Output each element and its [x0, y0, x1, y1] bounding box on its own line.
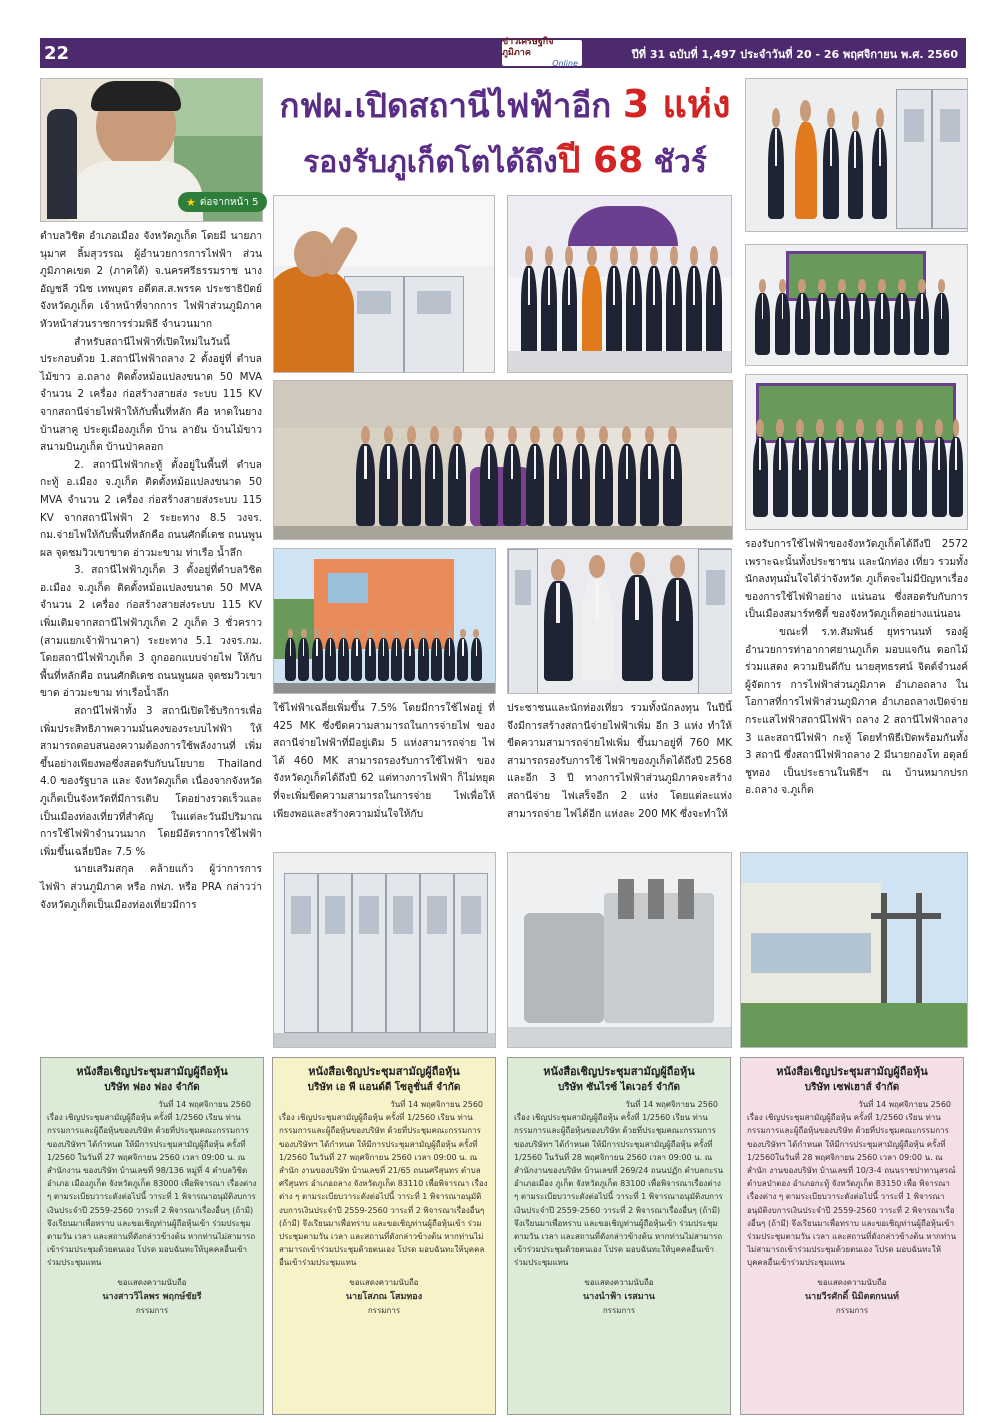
- shareholder-notice-3: [507, 1057, 731, 1415]
- issue-info: ปีที่ 31 ฉบับที่ 1,497 ประจำวันที่ 20 - 26 พฤศจิกายน พ.ศ. 2560: [631, 48, 958, 61]
- notice-role: กรรมการ: [135, 1305, 169, 1315]
- notice-body: เรื่อง เชิญประชุมสามัญผู้ถือหุ้น ครั้งที่ 1/2560 เรียน ท่านกรรมการและผู้ถือหุ้นของบริษัท ด้วยที่ประชุมคณะกรรมการของบริษัทฯ ได้กำหนด ให้มีการประชุมสามัญผู้ถือหุ้น ครั้งที่ 1/2560 ในวันที่ 28 พฤศจิกายน 2560 เวลา 09:00 น. ณ สำนักงานของบริษัท บ้านเลขที่ 269/24 ถนนปฏัก ตำบลกะรน อำเภอเมือง ภูเก็ต จังหวัดภูเก็ต 83100 เพื่อพิจารณาเรื่องต่าง ๆ ตามระเบียบวาระดังต่อไปนี้ วาระที่ 1 พิจารณาอนุมัติงบการเงินประจำปี 2559-2560 วาระที่ 2 พิจารณาเรื่องอื่นๆ (ถ้ามี) จึงเรียนมาเพื่อทราบ และขอเชิญท่านผู้ถือหุ้นเข้า ร่วมประชุมตามวัน เวลา และสถานที่ดังกล่าวข้างต้น หากท่านไม่สามารถเข้าร่วมประชุมด้วยตนเอง โปรด มอบฉันทะให้บุคคลอื่นเข้าร่วมประชุมแทน: [514, 1113, 724, 1268]
- photo-substation-outdoor: [740, 852, 968, 1048]
- notice-signer: นายวีรศักดิ์ นิมิตตกนนท์: [805, 1291, 899, 1302]
- notice-role: กรรมการ: [835, 1305, 869, 1315]
- notice-body: เรื่อง เชิญประชุมสามัญผู้ถือหุ้น ครั้งที่ 1/2560 เรียน ท่านกรรมการและผู้ถือหุ้นของบริษัท ด้วยที่ประชุมคณะกรรมการของบริษัทฯ ได้กำหนด ให้มีการประชุมสามัญผู้ถือหุ้น ครั้งที่ 1/2560ในวันที่ 28 พฤศจิกายน 2560 เวลา 09:00 น. ณ สำนัก งานของบริษัท บ้านเลขที่ 10/3-4 ถนนราชปาทานุสรณ์ ตำบลป่าตอง อำเภอกะทู้ จังหวัดภูเก็ต 83150 เพื่อ พิจารณาเรื่องต่าง ๆ ตามระเบียบวาระดังต่อไปนี้ วาระที่ 1 พิจารณาอนุมัติงบการเงินประจำปี 2559-2560 วาระที่ 2 พิจารณาเรื่องอื่นๆ (ถ้ามี) จึงเรียนมาเพื่อทราบ และขอเชิญท่านผู้ถือหุ้นเข้า ร่วมประชุมตามวัน เวลา และสถานที่ดังกล่าวข้างต้น หากท่านไม่สามารถเข้าร่วมประชุมด้วยตนเอง โปรด มอบฉันทะให้บุคคลอื่นเข้าร่วมประชุมแทน: [747, 1113, 957, 1268]
- notice-role: กรรมการ: [602, 1305, 636, 1315]
- headline-line-2-accent: ปี 68: [557, 140, 644, 181]
- notice-signer: นางสาววิไลพร พฤกษ์ชัยรี: [102, 1291, 202, 1302]
- page-header: [40, 38, 966, 68]
- photo-substation-building-group: [273, 548, 496, 694]
- notice-closing: ขอแสดงความนับถือ: [817, 1277, 887, 1287]
- newspaper-logo: [502, 37, 582, 68]
- headline-line-2-main: รองรับภูเก็ตโตได้ถึง: [303, 145, 558, 180]
- notice-date: วันที่ 14 พฤศจิกายน 2560: [858, 1100, 951, 1109]
- notice-signature: [47, 1276, 257, 1318]
- photo-group-banner: [745, 244, 968, 366]
- article-paragraph: 3. สถานีไฟฟ้าภูเก็ต 3 ตั้งอยู่ที่ตำบลวิชิต อ.เมือง จ.ภูเก็ต ติดตั้งหม้อแปลงขนาด 50 MVA จำนวน 2 เครื่อง ก่อสร้างสายส่งระบบ 115 KV เพิ่มเติมจากสถานีไฟฟ้าภูเก็ต 2 ภูเก็ต 3 ชั่วคราว (สามแยกเจ้าฟ้านาคา) ระยะทาง 5.1 วงจร.กม. โดยสถานีไฟฟ้าภูเก็ต 3 ถูกออกแบบจ่ายไฟ ให้กับพื้นที่หลักคือ ถนนศักดิเดช ถนนพูนผล จุดชมวิวเขาขาด อ่าวมะขาม ท่าเรือน้ำลึก: [40, 564, 262, 700]
- article-paragraph: สถานีไฟฟ้าทั้ง 3 สถานีเปิดใช้บริการเพื่อ เพิ่มประสิทธิภาพความมั่นคงของระบบไฟฟ้า ให้สามารถตอบสนองความต้องการใช้พลังงานที่ เพิ่มขึ้นอย่างเพียงพอซึ่งสอดรับกับนโยบาย Thailand 4.0 ของรัฐบาล และ จังหวัดภูเก็ต เนื่องจากจังหวัดภูเก็ตเป็นจังหวัดที่มีการเติบ โตอย่างรวดเร็วและเป็นเมืองท่องเที่ยวที่สำคัญ ในแต่ละวันมีปริมาณการใช้ไฟฟ้าจำนวนมาก โดยมีอัตราการใช้ไฟฟ้าเพิ่มขึ้นเฉลี่ยปีละ 7.5 %: [40, 705, 262, 858]
- notice-signer: นางนำฟ้า เรสมาน: [583, 1291, 655, 1302]
- photo-main-ceremony: [273, 380, 733, 540]
- page-number: 22: [44, 42, 70, 64]
- notice-signature: [514, 1276, 724, 1318]
- shareholder-notice-2: [272, 1057, 496, 1415]
- photo-four-officials: [507, 548, 732, 694]
- photo-switchgear-row: [273, 852, 496, 1048]
- article-column-right: [745, 536, 968, 846]
- notice-company: บริษัท เซฟเฮาส์ จำกัด: [804, 1082, 900, 1093]
- article-paragraph: ขณะที่ ร.ท.สัมพันธ์ ยุทรานนท์ รองผู้ อำนวยการท่าอากาศยานภูเก็ต มอบแจกัน ดอกไม้ร่วมแสดง ความยินดีกับ นายสุทธรศน์ จิตต์จำนงค์ ผู้จัดการ การไฟฟ้าส่วนภูมิภาค อำเภอถลาง ในโอกาสที่การไฟฟ้าส่วนภูมิภาค อำเภอถลางเปิดจ่ายกระแสไฟฟ้าสถานีไฟฟ้า ถลาง 2 สถานีไฟฟ้าถลาง 3 และสถานีไฟฟ้า กะทู้ โดยทำพิธีเปิดพร้อมกันทั้ง 3 สถานี ซึ่งสถานีไฟฟ้าถลาง 2 มีนายกองโท อดุลย์ ชูทอง เป็นประธานในพิธีฯ ณ บ้านหมากปรก อ.ถลาง จ.ภูเก็ต: [745, 625, 968, 797]
- photo-officials-cabinets: [745, 78, 968, 232]
- star-icon: ★: [186, 195, 196, 209]
- headline: [270, 82, 740, 200]
- notice-signature: [747, 1276, 957, 1318]
- notice-signature: [279, 1276, 489, 1318]
- headline-line-2-tail: ชัวร์: [643, 145, 707, 180]
- notice-body: เรื่อง เชิญประชุมสามัญผู้ถือหุ้น ครั้งที่ 1/2560 เรียน ท่านกรรมการและผู้ถือหุ้นของบริษัท ด้วยที่ประชุมคณะกรรมการของบริษัทฯ ได้กำหนด ให้มีการประชุมสามัญผู้ถือหุ้น ครั้งที่ 1/2560 ในวันที่ 27 พฤศจิกายน 2560 เวลา 09:00 น. ณ สำนักงาน ของบริษัท บ้านเลขที่ 98/136 หมู่ที่ 4 ตำบลวิชิต อำเภอ เมืองภูเก็ต จังหวัดภูเก็ต 83000 เพื่อพิจารณา เรื่องต่าง ๆ ตามระเบียบวาระดังต่อไปนี้ วาระที่ 1 พิจารณาอนุมัติงบการเงินประจำปี 2559-2560 วาระที่ 2 พิจารณาเรื่องอื่นๆ (ถ้ามี) จึงเรียนมาเพื่อทราบ และขอเชิญท่านผู้ถือหุ้นเข้า ร่วมประชุมตามวัน เวลา และสถานที่ดังกล่าวข้างต้น หากท่านไม่สามารถเข้าร่วมประชุมด้วยตนเอง โปรด มอบฉันทะให้บุคคลอื่นเข้าร่วมประชุมแทน: [47, 1113, 257, 1268]
- notice-title: หนังสือเชิญประชุมสามัญผู้ถือหุ้น: [776, 1065, 928, 1078]
- continue-label: ต่อจากหน้า 5: [199, 196, 259, 208]
- brand-name: ข่าวเศรษฐกิจภูมิภาค: [502, 37, 554, 58]
- article-paragraph: 2. สถานีไฟฟ้ากะทู้ ตั้งอยู่ในพื้นที่ ตำบล กะทู้ อ.เมือง จ.ภูเก็ต ติดตั้งหม้อแปลงขนาด 50 MVA จำนวน 2 เครื่อง ก่อสร้างสายส่งระบบ 115 KV จากสถานีไฟฟ้า 2 ระยะทาง 8.5 วงจร. กม.จ่ายไฟให้กับพื้นที่หลักคือ ถนนศักดิ์เดช ถนนพูนผล จุดชมวิวเขาขาด อ่าวมะขาม ท่าเรือ น้ำลึก: [40, 458, 262, 559]
- brand-online: Online: [552, 59, 578, 68]
- article-column-left: [40, 228, 262, 1056]
- notice-title: หนังสือเชิญประชุมสามัญผู้ถือหุ้น: [543, 1065, 695, 1078]
- shareholder-notice-4: [740, 1057, 964, 1415]
- notice-closing: ขอแสดงความนับถือ: [584, 1277, 654, 1287]
- headline-line-1: [270, 82, 740, 128]
- photo-monk-switching: [273, 195, 495, 373]
- photo-group-banner-2: [745, 374, 968, 530]
- notice-company: บริษัท ฟอง ฟอง จำกัด: [104, 1082, 200, 1093]
- continue-from-badge: [178, 192, 267, 212]
- article-paragraph: ใช้ไฟฟ้าเฉลี่ยเพิ่มขึ้น 7.5% โดยมีการใช้ไฟอยู่ ที่ 425 MK ซึ่งขีดความสามารถในการจ่ายไฟ ของสถานีจ่ายไฟฟ้าที่มีอยู่เดิม 5 แห่งสามารถจ่าย ไฟได้ 460 MK สามารถรองรับการใช้ไฟฟ้า ของจังหวัดภูเก็ตได้ถึงปี 62 แต่ทางการไฟฟ้า ก็ไม่หยุดที่จะเพิ่มขีดความสามารถในการจ่าย ไฟเพื่อให้เพียงพอและสร้างความมั่นใจให้กับ: [273, 702, 495, 820]
- notice-role: กรรมการ: [367, 1305, 401, 1315]
- headline-line-1-main: กฟผ.เปิดสถานีไฟฟ้าอีก: [279, 86, 623, 125]
- notice-body: เรื่อง เชิญประชุมสามัญผู้ถือหุ้น ครั้งที่ 1/2560 เรียน ท่านกรรมการและผู้ถือหุ้นของบริษัท ด้วยที่ประชุมคณะกรรมการของบริษัทฯ ได้กำหนด ให้มีการประชุมสามัญผู้ถือหุ้น ครั้งที่ 1/2560 ในวันที่ 27 พฤศจิกายน 2560 เวลา 09:00 น. ณ สำนัก งานของบริษัท บ้านเลขที่ 21/65 ถนนศรีสุนทร ตำบล ศรีสุนทร อำเภอถลาง จังหวัดภูเก็ต 83110 เพื่อพิจารณา เรื่องต่าง ๆ ตามระเบียบวาระดังต่อไปนี้ วาระที่ 1 พิจารณาอนุมัติงบการเงินประจำปี 2559-2560 วาระที่ 2 พิจารณาเรื่องอื่นๆ (ถ้ามี) จึงเรียนมาเพื่อทราบ และขอเชิญท่านผู้ถือหุ้นเข้า ร่วมประชุมตามวัน เวลา และสถานที่ดังกล่าวข้างต้น หากท่านไม่สามารถเข้าร่วมประชุมด้วยตนเอง โปรด มอบฉันทะให้บุคคลอื่นเข้าร่วมประชุมแทน: [279, 1113, 488, 1268]
- photo-ribbon-group: [507, 195, 732, 373]
- notice-company: บริษัท เอ พี แอนด์ดี โซลูชั่นส์ จำกัด: [307, 1082, 461, 1093]
- notice-company: บริษัท ซันไรซ์ ไดเวอร์ จำกัด: [557, 1082, 681, 1093]
- notice-signer: นายโสภณ โสมทอง: [345, 1291, 423, 1302]
- article-column-mid-1: [273, 700, 495, 850]
- headline-line-2: [270, 138, 740, 186]
- notice-date: วันที่ 14 พฤศจิกายน 2560: [158, 1100, 251, 1109]
- headline-line-1-accent: 3 แห่ง: [622, 82, 731, 126]
- notice-title: หนังสือเชิญประชุมสามัญผู้ถือหุ้น: [76, 1065, 228, 1078]
- article-paragraph: ประชาชนและนักท่องเที่ยว รวมทั้งนักลงทุน ในปีนี้จึงมีการสร้างสถานีจ่ายไฟฟ้าเพิ่ม อีก 3 แห่ง ทำให้ขีดความสามารถจ่ายไฟเพิ่ม ขึ้นมาอยู่ที่ 760 MK สามารถรองรับการใช้ ไฟฟ้าของภูเก็ตได้ถึงปี 2568 และอีก 3 ปี ทางการไฟฟ้าส่วนภูมิภาคจะสร้างสถานีจ่าย ไฟเสร็จอีก 2 แห่ง โดยแต่ละแห่งสามารถจ่าย ไฟได้อีก แห่งละ 200 MK ซึ่งจะทำให้: [507, 702, 732, 820]
- photo-transformer: [507, 852, 732, 1048]
- article-paragraph: ตำบลวิชิต อำเภอเมือง จังหวัดภูเก็ต โดยมี นายภานุมาศ ลิ้มสุวรรณ ผู้อำนวยการการไฟฟ้า ส่วนภูมิภาคเขต 2 (ภาคใต้) จ.นครศรีธรรมราช นางอัญชลี วนิช เทพบุตร อดีตส.ส.พรรค ประชาธิปัตย์จังหวัดภูเก็ต เจ้าหน้าที่จากการ ไฟฟ้าส่วนภูมิภาค หัวหน้าส่วนราชการร่วมพิธี จำนวนมาก: [40, 230, 262, 330]
- shareholder-notice-1: [40, 1057, 264, 1415]
- notice-date: วันที่ 14 พฤศจิกายน 2560: [390, 1100, 483, 1109]
- notice-title: หนังสือเชิญประชุมสามัญผู้ถือหุ้น: [308, 1065, 460, 1078]
- article-column-mid-2: [507, 700, 732, 850]
- notice-closing: ขอแสดงความนับถือ: [349, 1277, 419, 1287]
- article-paragraph: รองรับการใช้ไฟฟ้าของจังหวัดภูเก็ตได้ถึงปี 2572 เพราะฉะนั้นทั้งประชาชน และนักท่อง เที่ยว รวมทั้งนักลงทุนมั่นใจได้ว่าจังหวัด ภูเก็ตจะไม่มีปัญหาเรื่องของการใช้ไฟฟ้าอย่าง แน่นอน ซึ่งสอดรับกับการเป็นเมืองสมาร์ทซิตี้ ของจังหวัดภูเก็ตอย่างแน่นอน: [745, 538, 968, 621]
- notice-closing: ขอแสดงความนับถือ: [117, 1277, 187, 1287]
- article-paragraph: นายเสริมสกุล คล้ายแก้ว ผู้ว่าการการ ไฟฟ้า ส่วนภูมิภาค หรือ กฟภ. หรือ PRA กล่าวว่า จังหวัดภูเก็ตเป็นเมืองท่องเที่ยวมีการ: [40, 863, 262, 911]
- article-paragraph: สำหรับสถานีไฟฟ้าที่เปิดใหม่ในวันนี้ ประกอบด้วย 1.สถานีไฟฟ้าถลาง 2 ตั้งอยู่ที่ ตำบลไม้ขาว อ.ถลาง ติดตั้งหม้อแปลงขนาด 50 MVA จำนวน 2 เครื่อง ก่อสร้างสายส่ง ระบบ 115 KV จากสถานีจ่ายไฟฟ้าให้กับพื้นที่หลัก คือ หาดในยาง บ้านสาคู ประตูเมืองภูเก็ต บ้าน ลายัน บ้านไม้ขาว สนามบินภูเก็ต บ้านป่าคลอก: [40, 335, 262, 454]
- notice-date: วันที่ 14 พฤศจิกายน 2560: [625, 1100, 718, 1109]
